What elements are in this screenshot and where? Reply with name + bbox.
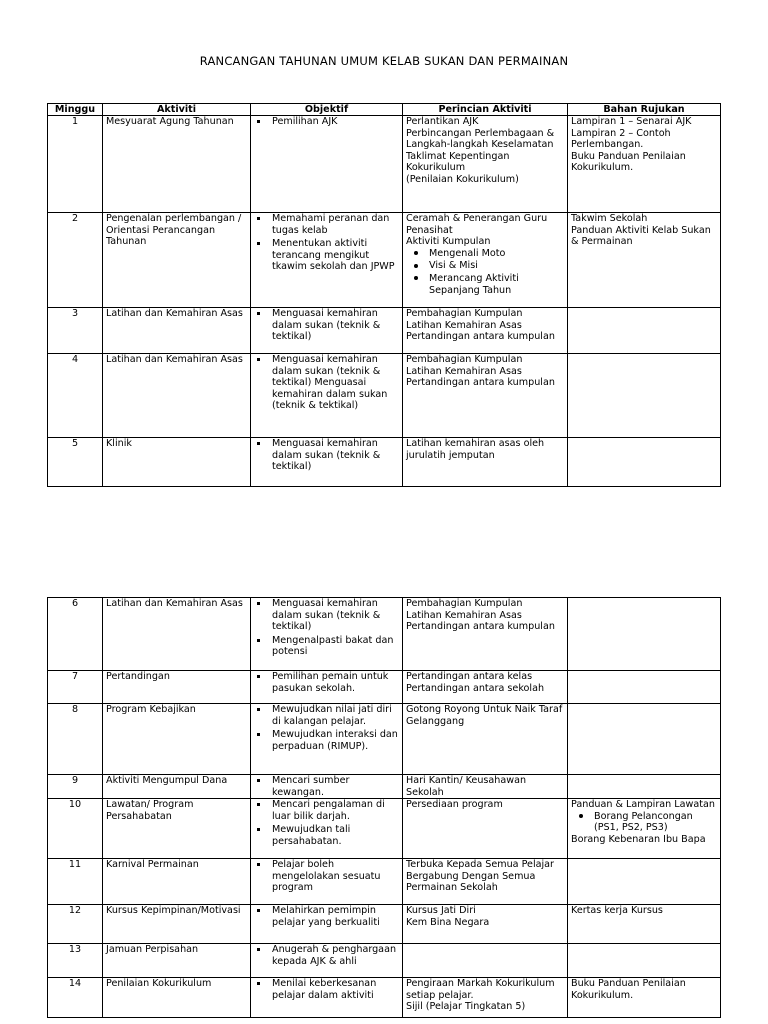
cell-objektif bbox=[251, 978, 403, 1018]
table-row bbox=[48, 944, 721, 978]
cell-objektif bbox=[251, 775, 403, 799]
cell-aktiviti: Jamuan Perpisahan bbox=[103, 944, 251, 978]
cell-minggu: 5 bbox=[48, 438, 103, 487]
objektif-item: Mencari pengalaman di luar bilik darjah. bbox=[254, 799, 399, 822]
rujukan-item: Borang Pelancongan (PS1, PS2, PS3) bbox=[574, 811, 717, 834]
perincian-line: Persediaan program bbox=[406, 799, 503, 811]
cell-objektif bbox=[251, 308, 403, 354]
cell-aktiviti: Lawatan/ Program Persahabatan bbox=[103, 799, 251, 859]
cell-objektif bbox=[251, 944, 403, 978]
perincian-line: Latihan Kemahiran Asas bbox=[406, 319, 522, 331]
cell-minggu: 9 bbox=[48, 775, 103, 799]
cell-aktiviti: Aktiviti Mengumpul Dana bbox=[103, 775, 251, 799]
cell-aktiviti: Penilaian Kokurikulum bbox=[103, 978, 251, 1018]
cell-objektif bbox=[251, 905, 403, 944]
objektif-item: Melahirkan pemimpin pelajar yang berkualiti bbox=[254, 905, 399, 928]
objektif-item: Anugerah & penghargaan kepada AJK & ahli bbox=[254, 944, 399, 967]
objektif-list bbox=[254, 308, 399, 343]
cell-objektif bbox=[251, 438, 403, 487]
table-row bbox=[48, 308, 721, 354]
perincian-line: Kursus Jati Diri bbox=[406, 905, 476, 917]
rujukan-line: Panduan & Lampiran Lawatan bbox=[571, 799, 715, 811]
rujukan-line: Lampiran 1 – Senarai AJK bbox=[571, 116, 692, 127]
cell-minggu: 12 bbox=[48, 905, 103, 944]
cell-rujukan bbox=[568, 213, 721, 308]
objektif-item: Mengenalpasti bakat dan potensi bbox=[254, 635, 399, 658]
perincian-line: Pembahagian Kumpulan bbox=[406, 598, 523, 609]
cell-perincian bbox=[403, 438, 568, 487]
objektif-list bbox=[254, 978, 399, 1001]
perincian-item: Merancang Aktiviti Sepanjang Tahun bbox=[409, 273, 564, 296]
objektif-list bbox=[254, 859, 399, 894]
cell-perincian bbox=[403, 213, 568, 308]
objektif-list bbox=[254, 116, 399, 128]
perincian-line: Pembahagian Kumpulan bbox=[406, 308, 523, 319]
cell-objektif bbox=[251, 859, 403, 905]
objektif-item: Menguasai kemahiran dalam sukan (teknik & tektikal) bbox=[254, 308, 399, 343]
rujukan-line: Buku Panduan Penilaian Kokurikulum. bbox=[571, 978, 686, 1001]
cell-minggu: 2 bbox=[48, 213, 103, 308]
perincian-line: Langkah-langkah Keselamatan bbox=[406, 139, 554, 151]
cell-perincian bbox=[403, 775, 568, 799]
perincian-line: Sijil (Pelajar Tingkatan 5) bbox=[406, 1001, 526, 1013]
cell-rujukan bbox=[568, 598, 721, 671]
perincian-line: Perlantikan AJK bbox=[406, 116, 479, 127]
objektif-list bbox=[254, 775, 399, 798]
cell-aktiviti: Latihan dan Kemahiran Asas bbox=[103, 308, 251, 354]
table-row bbox=[48, 671, 721, 704]
perincian-item: Visi & Misi bbox=[409, 260, 564, 272]
perincian-line: Bergabung Dengan Semua Permainan Sekolah bbox=[406, 870, 536, 894]
perincian-line: Latihan Kemahiran Asas bbox=[406, 609, 522, 621]
cell-objektif bbox=[251, 598, 403, 671]
perincian-line: Pertandingan antara kumpulan bbox=[406, 331, 555, 343]
cell-perincian bbox=[403, 704, 568, 775]
cell-aktiviti: Klinik bbox=[103, 438, 251, 487]
objektif-item: Memahami peranan dan tugas kelab bbox=[254, 213, 399, 236]
table-row bbox=[48, 799, 721, 859]
perincian-line: Pengiraan Markah Kokurikulum setiap pelajar. bbox=[406, 978, 555, 1001]
table-row bbox=[48, 213, 721, 308]
perincian-line: Taklimat Kepentingan Kokurikulum bbox=[406, 150, 510, 174]
cell-aktiviti: Mesyuarat Agung Tahunan bbox=[103, 116, 251, 213]
perincian-line: Terbuka Kepada Semua Pelajar bbox=[406, 859, 554, 871]
cell-minggu: 7 bbox=[48, 671, 103, 704]
objektif-list bbox=[254, 905, 399, 928]
cell-aktiviti: Latihan dan Kemahiran Asas bbox=[103, 354, 251, 438]
cell-perincian bbox=[403, 308, 568, 354]
rujukan-line: Takwim Sekolah bbox=[571, 213, 648, 224]
cell-minggu: 14 bbox=[48, 978, 103, 1018]
perincian-line: Pembahagian Kumpulan bbox=[406, 354, 523, 365]
header-rujukan: Bahan Rujukan bbox=[568, 104, 721, 116]
cell-perincian bbox=[403, 944, 568, 978]
perincian-line: (Penilaian Kokurikulum) bbox=[406, 173, 519, 185]
table-row bbox=[48, 598, 721, 671]
header-aktiviti: Aktiviti bbox=[103, 104, 251, 116]
cell-objektif bbox=[251, 354, 403, 438]
cell-rujukan bbox=[568, 354, 721, 438]
cell-minggu: 8 bbox=[48, 704, 103, 775]
objektif-list bbox=[254, 671, 399, 694]
table-row bbox=[48, 438, 721, 487]
cell-aktiviti: Karnival Permainan bbox=[103, 859, 251, 905]
objektif-list bbox=[254, 213, 399, 273]
cell-aktiviti: Pengenalan perlembangan / Orientasi Perancangan Tahunan bbox=[103, 213, 251, 308]
table-row bbox=[48, 704, 721, 775]
cell-minggu: 4 bbox=[48, 354, 103, 438]
cell-objektif bbox=[251, 213, 403, 308]
objektif-item: Menguasai kemahiran dalam sukan (teknik & tektikal) Menguasai kemahiran dalam sukan (teknik & tektikal) bbox=[254, 354, 399, 412]
cell-perincian bbox=[403, 354, 568, 438]
cell-objektif bbox=[251, 116, 403, 213]
rujukan-line: Lampiran 2 – Contoh Perlembangan. bbox=[571, 127, 671, 151]
document-title: RANCANGAN TAHUNAN UMUM KELAB SUKAN DAN PERMAINAN bbox=[199, 54, 569, 68]
cell-aktiviti: Latihan dan Kemahiran Asas bbox=[103, 598, 251, 671]
perincian-line: Aktiviti Kumpulan bbox=[406, 236, 491, 248]
cell-perincian bbox=[403, 859, 568, 905]
plan-table-page-1 bbox=[47, 103, 721, 487]
perincian-line: Perbincangan Perlembagaan & bbox=[406, 127, 555, 139]
header-minggu: Minggu bbox=[48, 104, 103, 116]
objektif-item: Pemilihan pemain untuk pasukan sekolah. bbox=[254, 671, 399, 694]
cell-aktiviti: Pertandingan bbox=[103, 671, 251, 704]
perincian-line: Pertandingan antara kelas bbox=[406, 671, 533, 682]
table-row bbox=[48, 905, 721, 944]
perincian-line: Pertandingan antara sekolah bbox=[406, 682, 545, 694]
perincian-line: Kem Bina Negara bbox=[406, 916, 490, 928]
cell-perincian bbox=[403, 978, 568, 1018]
cell-perincian bbox=[403, 671, 568, 704]
cell-rujukan bbox=[568, 116, 721, 213]
perincian-item: Mengenali Moto bbox=[409, 248, 564, 260]
rujukan-line: Buku Panduan Penilaian Kokurikulum. bbox=[571, 150, 686, 174]
objektif-item: Mencari sumber kewangan. bbox=[254, 775, 399, 798]
plan-table-page-2 bbox=[47, 597, 721, 1018]
header-perincian: Perincian Aktiviti bbox=[403, 104, 568, 116]
cell-perincian bbox=[403, 598, 568, 671]
objektif-list bbox=[254, 438, 399, 473]
cell-minggu: 6 bbox=[48, 598, 103, 671]
cell-aktiviti: Program Kebajikan bbox=[103, 704, 251, 775]
objektif-item: Menilai keberkesanan pelajar dalam aktiviti bbox=[254, 978, 399, 1001]
cell-minggu: 10 bbox=[48, 799, 103, 859]
perincian-line: Pertandingan antara kumpulan bbox=[406, 377, 555, 389]
cell-rujukan bbox=[568, 799, 721, 859]
objektif-item: Menentukan aktiviti terancang mengikut tkawim sekolah dan JPWP bbox=[254, 238, 399, 273]
objektif-item: Mewujudkan nilai jati diri di kalangan pelajar. bbox=[254, 704, 399, 727]
table-row bbox=[48, 859, 721, 905]
objektif-list bbox=[254, 354, 399, 412]
rujukan-line: Kertas kerja Kursus bbox=[571, 905, 663, 917]
objektif-item: Mewujudkan interaksi dan perpaduan (RIMUP). bbox=[254, 729, 399, 752]
table-header-row bbox=[48, 104, 721, 116]
cell-rujukan bbox=[568, 704, 721, 775]
perincian-line: Gotong Royong Untuk Naik Taraf Gelanggang bbox=[406, 704, 563, 727]
table-row bbox=[48, 354, 721, 438]
cell-minggu: 3 bbox=[48, 308, 103, 354]
perincian-list bbox=[409, 248, 564, 296]
cell-perincian bbox=[403, 799, 568, 859]
objektif-item: Mewujudkan tali persahabatan. bbox=[254, 824, 399, 847]
objektif-item: Menguasai kemahiran dalam sukan (teknik & tektikal) bbox=[254, 438, 399, 473]
cell-perincian bbox=[403, 905, 568, 944]
table-row bbox=[48, 775, 721, 799]
cell-objektif bbox=[251, 704, 403, 775]
rujukan-line: Panduan Aktiviti Kelab Sukan & Permainan bbox=[571, 224, 711, 248]
cell-perincian bbox=[403, 116, 568, 213]
cell-rujukan bbox=[568, 671, 721, 704]
perincian-line: Hari Kantin/ Keusahawan Sekolah bbox=[406, 775, 527, 798]
perincian-line: Latihan kemahiran asas oleh jurulatih jemputan bbox=[406, 438, 545, 461]
objektif-list bbox=[254, 704, 399, 752]
perincian-line: Latihan Kemahiran Asas bbox=[406, 365, 522, 377]
table-row bbox=[48, 978, 721, 1018]
cell-rujukan bbox=[568, 308, 721, 354]
cell-rujukan bbox=[568, 859, 721, 905]
table-row bbox=[48, 116, 721, 213]
header-objektif: Objektif bbox=[251, 104, 403, 116]
objektif-list bbox=[254, 944, 399, 967]
cell-objektif bbox=[251, 799, 403, 859]
cell-minggu: 1 bbox=[48, 116, 103, 213]
objektif-item: Pemilihan AJK bbox=[254, 116, 399, 128]
objektif-item: Pelajar boleh mengelolakan sesuatu program bbox=[254, 859, 399, 894]
objektif-item: Menguasai kemahiran dalam sukan (teknik & tektikal) bbox=[254, 598, 399, 633]
cell-objektif bbox=[251, 671, 403, 704]
rujukan-list bbox=[574, 811, 717, 834]
cell-minggu: 13 bbox=[48, 944, 103, 978]
cell-rujukan bbox=[568, 438, 721, 487]
objektif-list bbox=[254, 598, 399, 658]
objektif-list bbox=[254, 799, 399, 847]
cell-rujukan bbox=[568, 978, 721, 1018]
perincian-line: Ceramah & Penerangan Guru Penasihat bbox=[406, 213, 548, 236]
cell-aktiviti: Kursus Kepimpinan/Motivasi bbox=[103, 905, 251, 944]
cell-rujukan bbox=[568, 775, 721, 799]
perincian-line: Pertandingan antara kumpulan bbox=[406, 621, 555, 633]
cell-rujukan bbox=[568, 944, 721, 978]
rujukan-line: Borang Kebenaran Ibu Bapa bbox=[571, 833, 706, 845]
cell-minggu: 11 bbox=[48, 859, 103, 905]
cell-rujukan bbox=[568, 905, 721, 944]
